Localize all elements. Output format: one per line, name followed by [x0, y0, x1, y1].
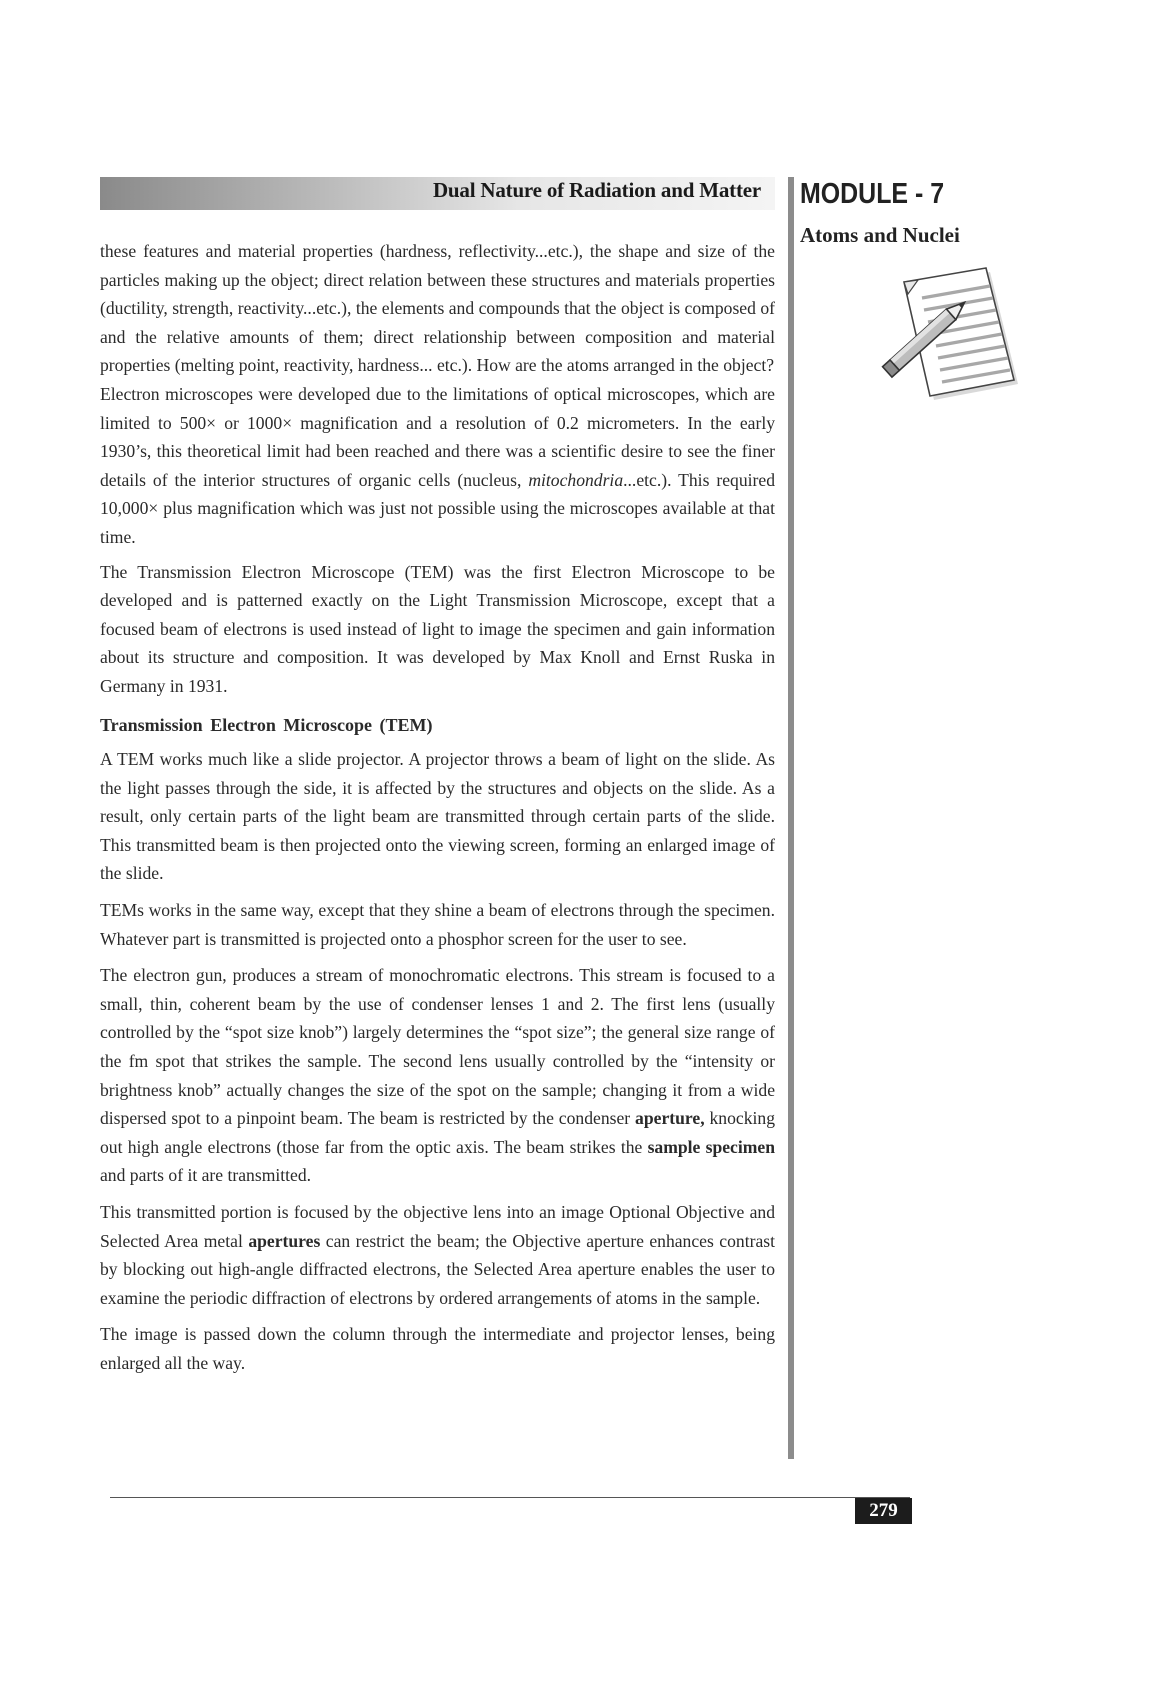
margin-divider: [788, 177, 794, 1459]
paragraph-6-bold-2: sample specimen: [647, 1136, 775, 1157]
paragraph-2: [100, 380, 775, 552]
chapter-header-band: [100, 177, 775, 210]
paragraph-3: The Transmission Electron Microscope (TEM) was the first Electron Microscope to be developed and is patterned exactly on the Light Transmission Microscope, except that a focused beam of electrons is used instead of light to image the specimen and gain information about its structure and composition. It was developed by Max Knoll and Ernst Ruska in Germany in 1931.: [100, 561, 775, 696]
paragraph-6-text-d: and parts of it are transmitted.: [100, 1165, 312, 1186]
paragraph-6-text-a: The electron gun, produces a stream of monochromatic electrons. This stream is focused to a small, thin, coherent beam by the use of condenser lenses 1 and 2. The first lens (usually controlled by the “spot size knob”) largely determines the “spot size”; the general size range of the fm spot that strikes the sample. The second lens usually controlled by the “intensity or brightness knob” actually changes the size of the spot on the sample; changing it from a wide dispersed spot to a pinpoint beam. The beam is restricted by the condenser: [100, 965, 775, 1129]
footer-rule: [110, 1497, 910, 1498]
paragraph-7-bold: apertures: [248, 1230, 321, 1251]
paragraph-2-italic: mitochondria: [528, 469, 624, 490]
module-subtitle: Atoms and Nuclei: [800, 223, 960, 247]
paragraph-2-text-a: Electron microscopes were developed due to the limitations of optical microscopes, which are limited to 500× or 1000× magnification and a resolution of 0.2 micrometers. In the early 1930’s, this theoretical limit had been reached and there was a scientific desire to see the finer details of the interior structures of organic cells (nucleus,: [100, 383, 775, 490]
paragraph-6-bold-1: aperture,: [635, 1108, 705, 1129]
body-text: [100, 237, 775, 1378]
paragraph-5: TEMs works in the same way, except that they shine a beam of electrons through the specimen. Whatever part is transmitted is projected onto a phosphor screen for the user to see.: [100, 900, 775, 949]
paragraph-6: [100, 961, 775, 1190]
notes-pencil-icon: [878, 266, 1030, 418]
paragraph-4: A TEM works much like a slide projector. A projector throws a beam of light on the slide. As the light passes through the side, it is affected by the structures and objects on the slide. As a result, only certain parts of the light beam are transmitted through certain parts of the slide. This transmitted beam is then projected onto the viewing screen, forming an enlarged image of the slide.: [100, 749, 775, 884]
page-number: 279: [855, 1498, 912, 1524]
module-title: MODULE - 7: [800, 178, 945, 210]
paragraph-6-text-c: knocking out high angle electrons (those far from the optic axis. The beam strikes the: [100, 1108, 775, 1157]
chapter-title: Dual Nature of Radiation and Matter: [432, 178, 761, 202]
paragraph-2-text-b: ...etc.). This required 10,000× plus magnification which was just not possible using the microscopes available at that time.: [100, 469, 775, 547]
paragraph-7: [100, 1198, 775, 1312]
paragraph-8: The image is passed down the column through the intermediate and projector lenses, being enlarged all the way.: [100, 1324, 775, 1373]
paragraph-1: these features and material properties (hardness, reflectivity...etc.), the shape and size of the particles making up the object; direct relation between these structures and materials properties (ductility, strength, reactivity...etc.), the elements and compounds that the object is composed of and the relative amounts of them; direct relationship between composition and material properties (melting point, reactivity, hardness... etc.). How are the atoms arranged in the object?: [100, 241, 775, 376]
paragraph-7-text-c: can restrict the beam; the Objective aperture enhances contrast by blocking out high-angle diffracted electrons, the Selected Area aperture enables the user to examine the periodic diffraction of electrons by ordered arrangements of atoms in the sample.: [100, 1230, 775, 1308]
section-heading: Transmission Electron Microscope (TEM): [100, 714, 433, 735]
paragraph-7-text-a: This transmitted portion is focused by the objective lens into an image Optional Objective and Selected Area metal: [100, 1202, 775, 1251]
